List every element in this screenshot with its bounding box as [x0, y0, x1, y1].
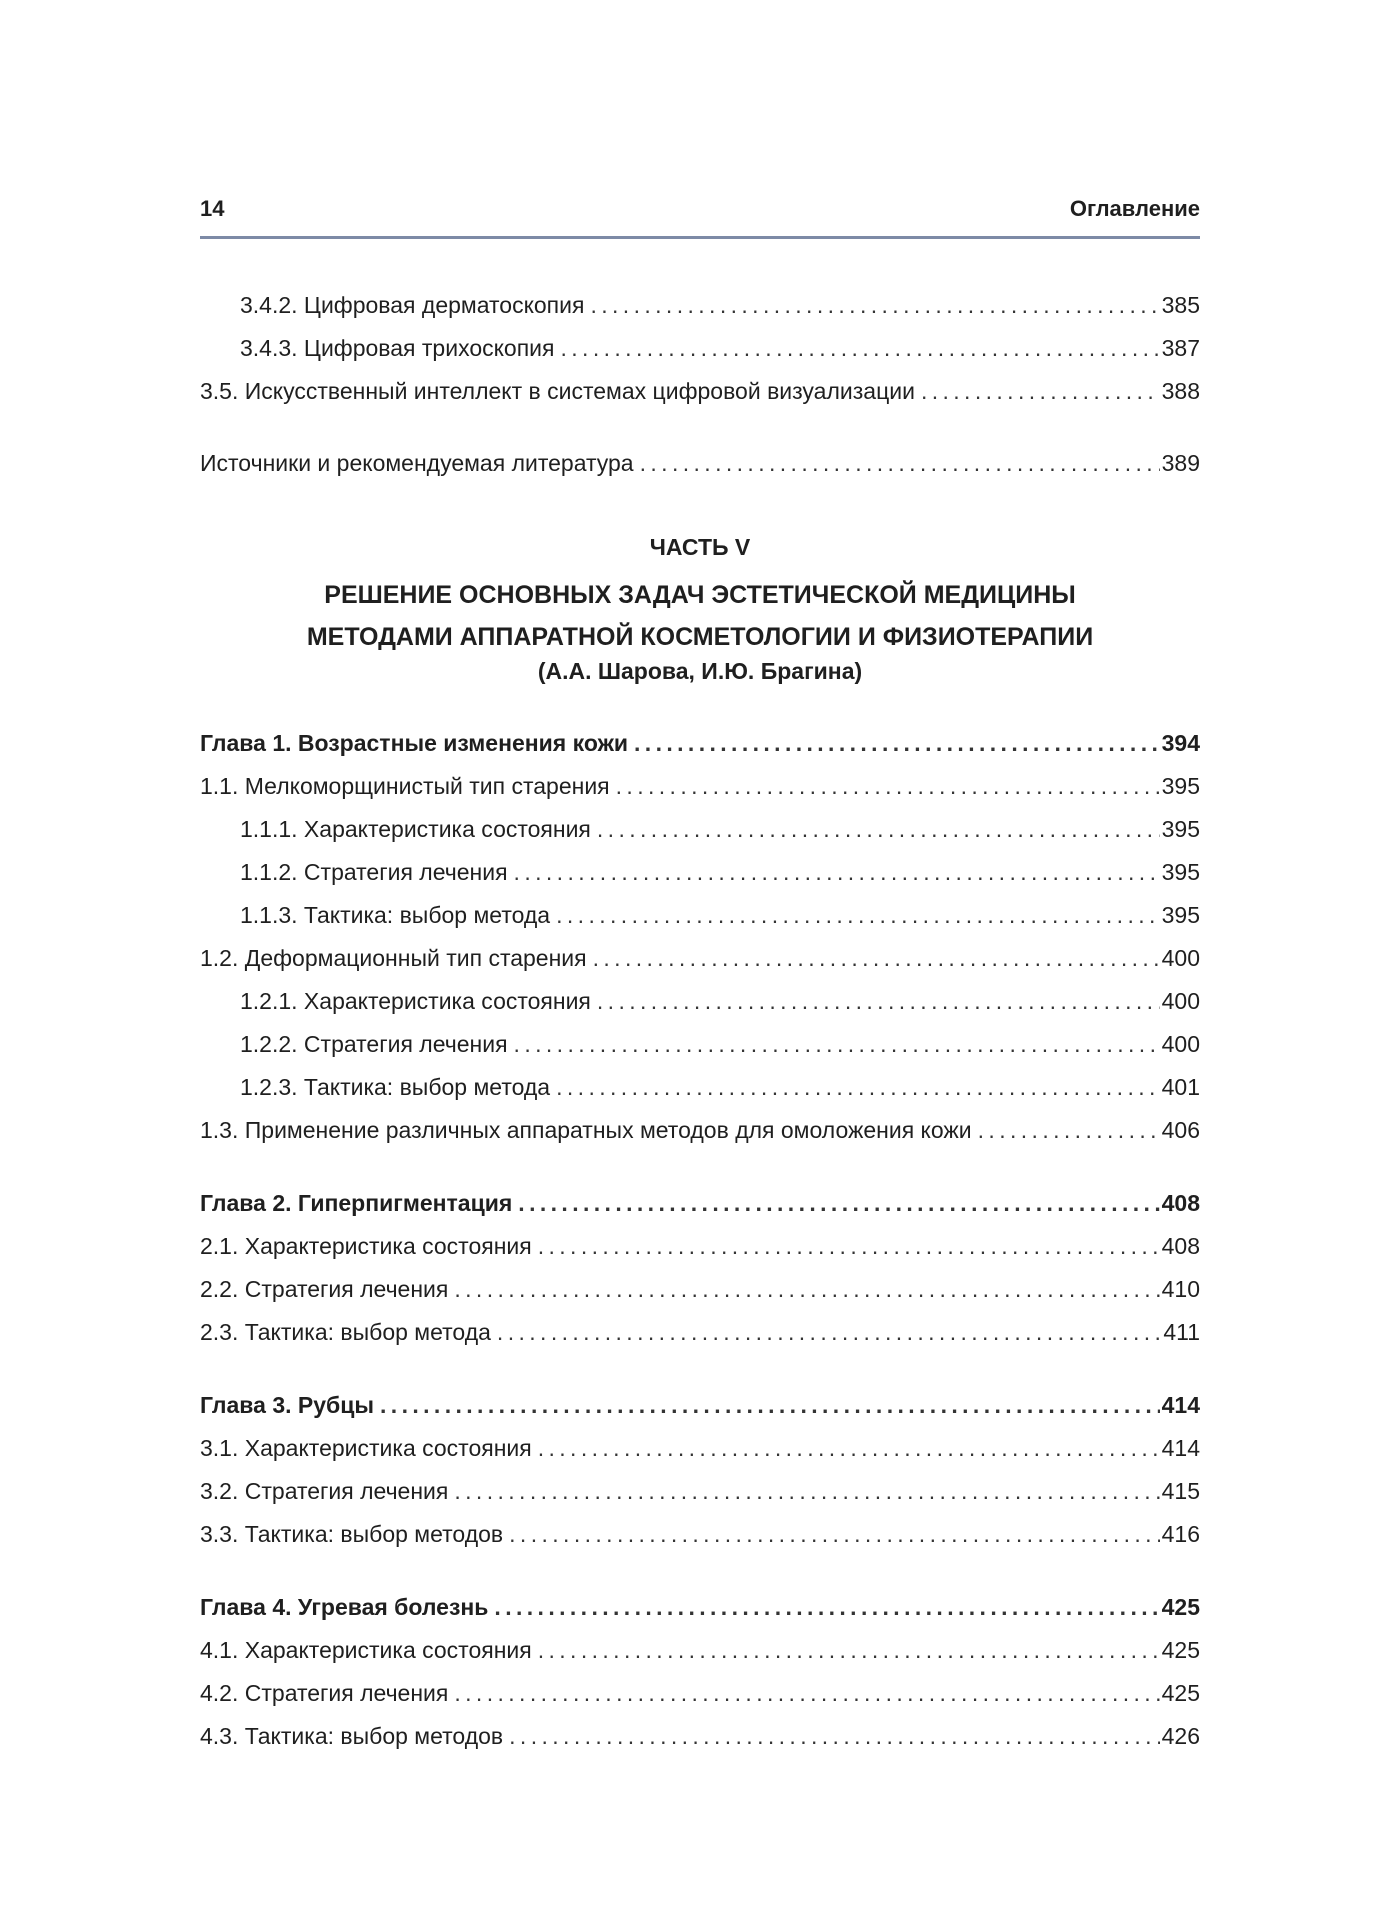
- toc-entry-label: 1.2.3. Тактика: выбор метода: [240, 1074, 551, 1100]
- toc-entry[interactable]: [200, 1230, 1200, 1262]
- toc-entry-label: 2.3. Тактика: выбор метода: [200, 1319, 491, 1345]
- toc-entry[interactable]: [240, 813, 1200, 845]
- dot-leader: [634, 727, 1160, 759]
- toc-chapter-page: 408: [1161, 1190, 1200, 1216]
- toc-entry[interactable]: [200, 942, 1200, 974]
- toc-entry-page: 415: [1161, 1478, 1200, 1504]
- part-subtitle-line: РЕШЕНИЕ ОСНОВНЫХ ЗАДАЧ ЭСТЕТИЧЕСКОЙ МЕДИЦИНЫ: [324, 581, 1076, 609]
- dot-leader: [380, 1389, 1160, 1421]
- toc-entry-label: 1.1. Мелкоморщинистый тип старения: [200, 773, 610, 799]
- toc-entry-label: 3.4.3. Цифровая трихоскопия: [240, 335, 555, 361]
- dot-leader: [921, 375, 1160, 407]
- toc-entry-page: 385: [1161, 292, 1200, 318]
- toc-entry-sources[interactable]: [200, 447, 1200, 479]
- toc-chapter-page: 394: [1161, 730, 1200, 756]
- toc-entry-label: 3.3. Тактика: выбор методов: [200, 1521, 504, 1547]
- toc-entry-label: 1.1.1. Характеристика состояния: [240, 816, 591, 842]
- toc-entry-page: 425: [1161, 1680, 1200, 1706]
- toc-entry-label: 1.1.3. Тактика: выбор метода: [240, 902, 551, 928]
- toc-chapter-2[interactable]: [200, 1187, 1200, 1219]
- toc-entry-page: 408: [1161, 1233, 1200, 1259]
- dot-leader: [514, 856, 1160, 888]
- header-title: Оглавление: [1069, 196, 1200, 221]
- toc-entry-page: 400: [1161, 945, 1200, 971]
- dot-leader: [978, 1114, 1160, 1146]
- dot-leader: [538, 1634, 1160, 1666]
- toc-entry-page: 395: [1161, 773, 1200, 799]
- toc-entry[interactable]: [200, 1634, 1200, 1666]
- toc-entry-page: 400: [1161, 988, 1200, 1014]
- toc-entry[interactable]: [200, 770, 1200, 802]
- dot-leader: [497, 1316, 1161, 1348]
- toc-entry[interactable]: [200, 1720, 1200, 1752]
- toc-entry-page: 395: [1161, 859, 1200, 885]
- toc-entry-label: 3.4.2. Цифровая дерматоскопия: [240, 292, 585, 318]
- dot-leader: [494, 1591, 1159, 1623]
- toc-entry-page: 425: [1161, 1637, 1200, 1663]
- header-divider: [200, 236, 1200, 239]
- toc-entry[interactable]: [200, 1518, 1200, 1550]
- toc-chapter-page: 425: [1161, 1594, 1200, 1620]
- toc-entry-page: 400: [1161, 1031, 1200, 1057]
- page-number: 14: [200, 196, 225, 221]
- toc-entry-page: 410: [1161, 1276, 1200, 1302]
- toc-chapter-3[interactable]: [200, 1389, 1200, 1421]
- toc-chapter-4[interactable]: [200, 1591, 1200, 1623]
- dot-leader: [514, 1028, 1160, 1060]
- toc-entry-label: 1.3. Применение различных аппаратных методов для омоложения кожи: [200, 1117, 972, 1143]
- toc-chapter-label: Глава 4. Угревая болезнь: [200, 1594, 489, 1620]
- part-authors: (А.А. Шарова, И.Ю. Брагина): [537, 658, 863, 684]
- dot-leader: [597, 813, 1160, 845]
- toc-entry-label: 1.1.2. Стратегия лечения: [240, 859, 508, 885]
- toc-chapter-label: Глава 3. Рубцы: [200, 1392, 375, 1418]
- toc-entry-label: 4.3. Тактика: выбор методов: [200, 1723, 504, 1749]
- toc-chapter-label: Глава 1. Возрастные изменения кожи: [200, 730, 629, 756]
- dot-leader: [509, 1518, 1159, 1550]
- dot-leader: [518, 1187, 1159, 1219]
- dot-leader: [509, 1720, 1159, 1752]
- toc-entry-page: 411: [1163, 1319, 1200, 1345]
- dot-leader: [593, 942, 1160, 974]
- toc-entry-label: 2.2. Стратегия лечения: [200, 1276, 449, 1302]
- part-title: ЧАСТЬ V: [649, 534, 751, 560]
- toc-entry-page: 416: [1161, 1521, 1200, 1547]
- toc-chapter-label: Глава 2. Гиперпигментация: [200, 1190, 513, 1216]
- toc-entry-label: 1.2.2. Стратегия лечения: [240, 1031, 508, 1057]
- toc-entry-label: Источники и рекомендуемая литература: [200, 450, 634, 476]
- dot-leader: [454, 1273, 1159, 1305]
- running-header: [200, 196, 1200, 226]
- dot-leader: [454, 1677, 1159, 1709]
- dot-leader: [538, 1230, 1160, 1262]
- dot-leader: [640, 447, 1160, 479]
- toc-entry[interactable]: [200, 1432, 1200, 1464]
- toc-entry-label: 3.5. Искусственный интеллект в системах цифровой визуализации: [200, 378, 915, 404]
- toc-entry-page: 406: [1161, 1117, 1200, 1143]
- toc-entry[interactable]: [240, 1028, 1200, 1060]
- dot-leader: [616, 770, 1160, 802]
- toc-entry-label: 1.2. Деформационный тип старения: [200, 945, 587, 971]
- dot-leader: [556, 1071, 1160, 1103]
- toc-entry[interactable]: [240, 1071, 1200, 1103]
- toc-entry[interactable]: [240, 289, 1200, 321]
- toc-entry-label: 4.1. Характеристика состояния: [200, 1637, 532, 1663]
- dot-leader: [538, 1432, 1160, 1464]
- toc-entry-page: 395: [1161, 902, 1200, 928]
- dot-leader: [454, 1475, 1159, 1507]
- part-subtitle: [200, 574, 1200, 658]
- toc-entry[interactable]: [200, 1316, 1200, 1348]
- toc-entry-page: 388: [1161, 378, 1200, 404]
- toc-entry[interactable]: [200, 1475, 1200, 1507]
- toc-entry[interactable]: [240, 856, 1200, 888]
- toc-entry-label: 1.2.1. Характеристика состояния: [240, 988, 591, 1014]
- toc-entry-label: 3.1. Характеристика состояния: [200, 1435, 532, 1461]
- toc-entry[interactable]: [200, 375, 1200, 407]
- toc-entry[interactable]: [200, 1677, 1200, 1709]
- toc-entry-page: 426: [1161, 1723, 1200, 1749]
- toc-chapter-1[interactable]: [200, 727, 1200, 759]
- dot-leader: [590, 289, 1159, 321]
- toc-entry[interactable]: [200, 1273, 1200, 1305]
- toc-entry[interactable]: [240, 985, 1200, 1017]
- dot-leader: [597, 985, 1160, 1017]
- toc-entry-page: 414: [1161, 1435, 1200, 1461]
- toc-entry-label: 3.2. Стратегия лечения: [200, 1478, 449, 1504]
- toc-entry-label: 4.2. Стратегия лечения: [200, 1680, 449, 1706]
- toc-entry[interactable]: [200, 1114, 1200, 1146]
- dot-leader: [560, 332, 1159, 364]
- dot-leader: [556, 899, 1160, 931]
- toc-entry-label: 2.1. Характеристика состояния: [200, 1233, 532, 1259]
- toc-entry-page: 387: [1161, 335, 1200, 361]
- toc-chapter-page: 414: [1161, 1392, 1200, 1418]
- toc-entry-page: 395: [1161, 816, 1200, 842]
- toc-entry[interactable]: [240, 332, 1200, 364]
- toc-entry-page: 389: [1161, 450, 1200, 476]
- toc-entry-page: 401: [1161, 1074, 1200, 1100]
- toc-entry[interactable]: [240, 899, 1200, 931]
- part-subtitle-line: МЕТОДАМИ АППАРАТНОЙ КОСМЕТОЛОГИИ И ФИЗИОТЕРАПИИ: [306, 623, 1094, 651]
